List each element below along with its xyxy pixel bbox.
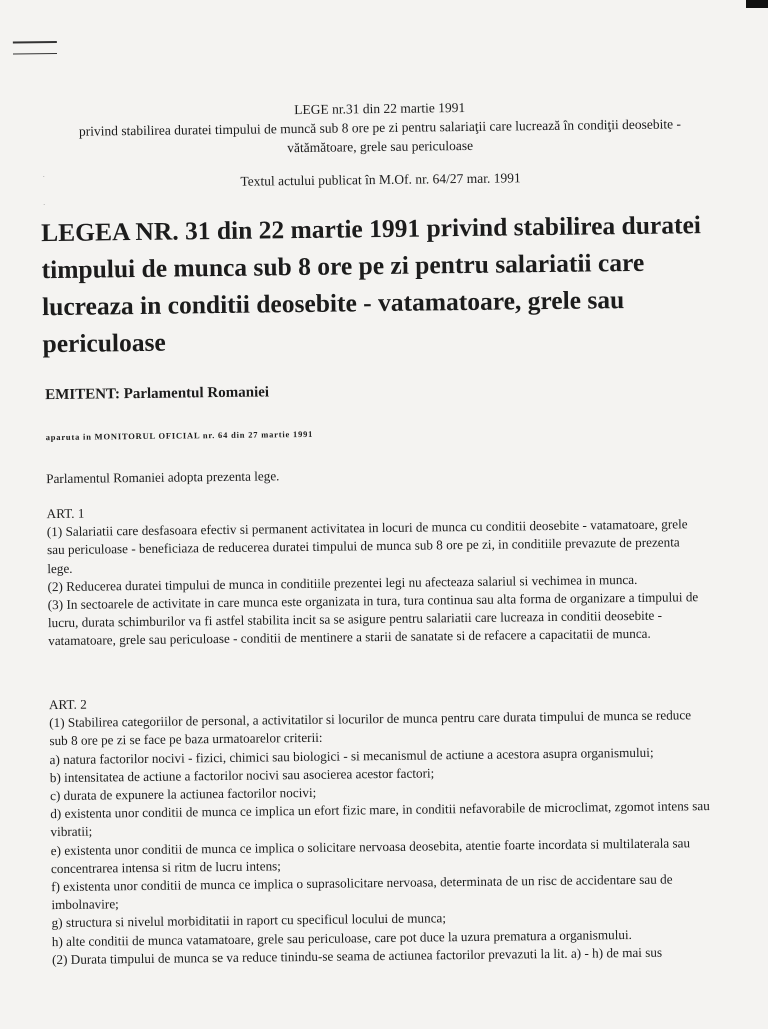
scan-speck: ·: [42, 172, 46, 182]
article-heading: ART. 2: [48, 696, 87, 713]
header-law-subject-cont: vătămătoare, grele sau periculoase: [287, 137, 474, 156]
scan-speck: ·: [42, 200, 46, 210]
preamble-text: Parlamentul Romaniei adopta prezenta lege.: [46, 468, 280, 487]
scan-mark: [13, 53, 57, 55]
criterion-item: h) alte conditii de munca vatamatoare, grele sau periculoase, care pot duce la uzura prematura a organismului.: [51, 926, 633, 949]
article-heading: ART. 1: [46, 505, 85, 522]
criterion-item: b) intensitatea de actiune a factorilor nocivi sau asocierea acestor factori;: [49, 765, 435, 785]
article-paragraph: (1) Salariatii care desfasoara efectiv si permanent activitatea in locuri de munca cu conditii deosebite - vatamatoare, grele sau periculoase - beneficiaza de reducerea duratei timpului de munca sub 8 ore pe zi, in conditiile prevazute de prezenta lege.: [46, 516, 688, 576]
criterion-item: a) natura factorilor nocivi - fizici, chimici sau biologici - si mecanismul de actiune a acestora asupra organismului;: [49, 744, 654, 767]
preamble: [46, 462, 706, 488]
article-1: [47, 497, 709, 651]
criterion-item: c) durata de expunere la actiunea factorilor nocivi;: [49, 784, 317, 804]
header-law-subject: privind stabilirea duratei timpului de muncă sub 8 ore pe zi pentru salariaţii care lucrează în condiţii deosebite -: [78, 116, 682, 139]
criterion-item: g) structura si nivelul morbiditatii in raport cu specificul locului de munca;: [51, 910, 447, 931]
document-title: LEGEA NR. 31 din 22 martie 1991 privind stabilirea duratei timpului de munca sub 8 ore pe zi pentru salariatii care lucreaza in conditii deosebite - vatamatoare, grele sau periculoase: [41, 210, 702, 359]
header-publication-note: Textul actului publicat în M.Of. nr. 64/27 mar. 1991: [240, 170, 521, 189]
article-2: [49, 688, 712, 969]
criterion-item: e) existenta unor conditii de munca ce implica o solicitare nervoasa deosebita, atentie foarte incordata si multilaterala sau concentrarea intensa si ritm de lucru intens;: [50, 834, 691, 876]
issuer: EMITENT: Parlamentul Romaniei: [45, 384, 270, 404]
criterion-item: d) existenta unor conditii de munca ce implica un efort fizic mare, in conditii nefavorabile de microclimat, zgomot intens sau vibratii;: [50, 798, 710, 840]
article-paragraph: (2) Durata timpului de munca se va reduce tinindu-se seama de actiunea factorilor prevazuti la lit. a) - h) de mai sus: [51, 944, 663, 967]
article-paragraph: (2) Reducerea duratei timpului de munca in conditiile prezentei legi nu afecteaza salariul si vechimea in munca.: [47, 571, 638, 594]
scan-mark: [13, 41, 57, 44]
criterion-item: f) existenta unor conditii de munca ce implica o suprasolicitare nervoasa, determinata de un risc de accidentare sau de imbolnavire;: [51, 871, 673, 913]
publication-line: aparuta in MONITORUL OFICIAL nr. 64 din 27 martie 1991: [45, 428, 314, 443]
article-paragraph: (1) Stabilirea categoriilor de personal, a activitatilor si locurilor de munca pentru care durata timpului de munca se reduce sub 8 ore pe zi se face pe baza urmatoarelor criterii:: [49, 707, 692, 749]
article-paragraph: (3) In sectoarele de activitate in care munca este organizata in tura, tura continua sau alta forma de organizare a timpului de lucru, durata schimburilor va fi astfel stabilita incit sa se asigure pentru salariatii care lucreaza in conditii deosebite - vatamatoare, grele sau periculoase - conditii de mentinere a starii de sanatate si de refacere a capacitatii de munca.: [47, 589, 699, 649]
header-law-number: LEGE nr.31 din 22 martie 1991: [294, 99, 466, 118]
